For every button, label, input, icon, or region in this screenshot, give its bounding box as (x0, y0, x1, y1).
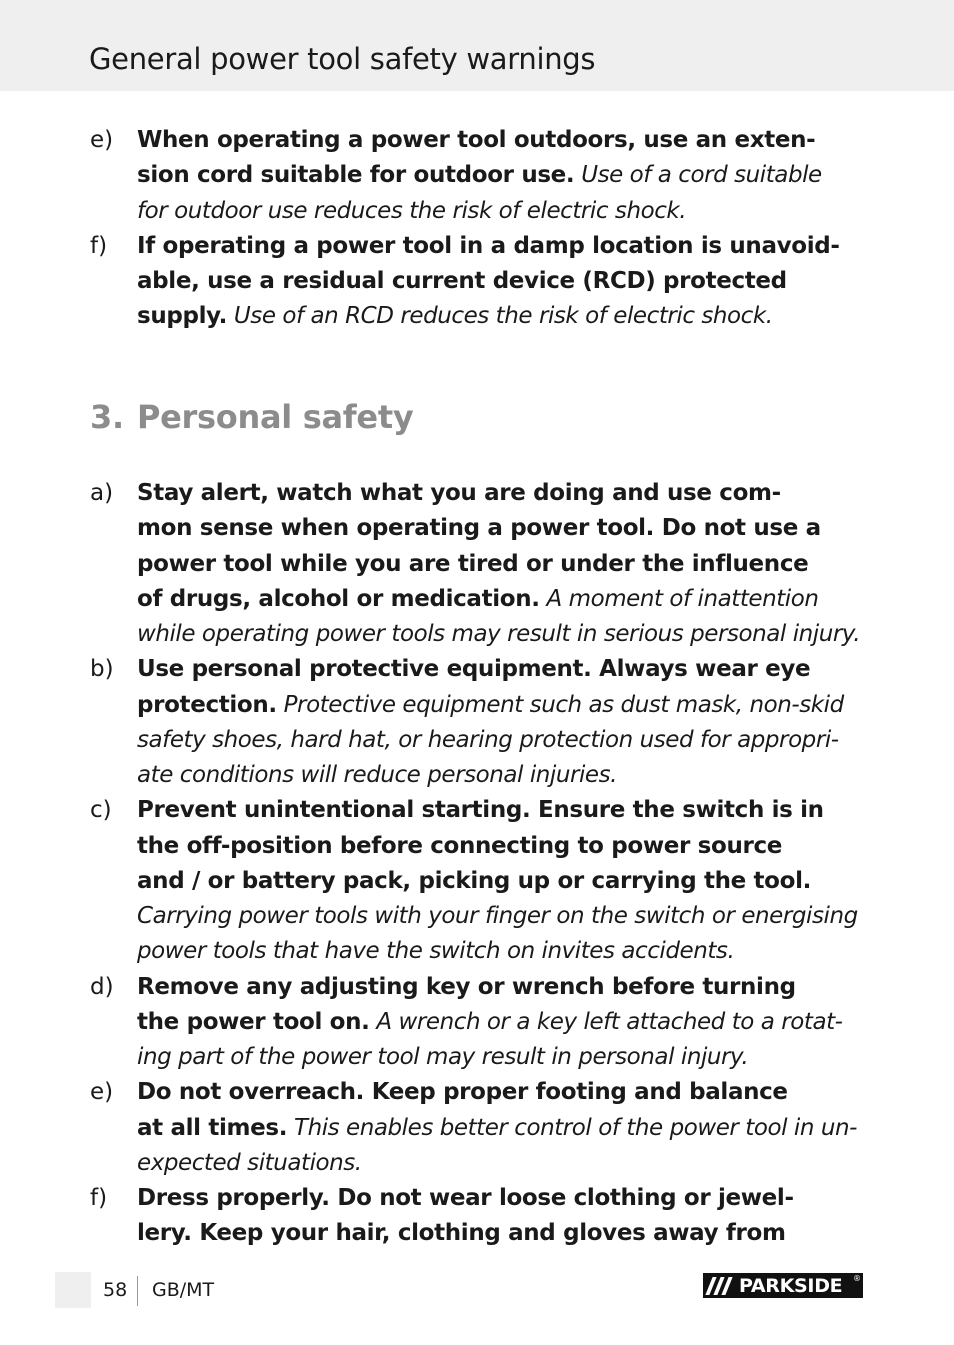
text-line (137, 547, 865, 582)
italic-text: Use of an RCD reduces the risk of electric shock. (227, 303, 773, 330)
item-text (137, 229, 865, 335)
bold-text: supply. (137, 303, 228, 330)
text-line (137, 476, 865, 511)
bold-text: the off-position before connecting to power source (137, 832, 782, 859)
logo-slashes-icon (709, 1277, 733, 1295)
text-line (137, 617, 865, 652)
page-title: General power tool safety warnings (89, 42, 596, 76)
italic-text: Use of a cord suitable (574, 162, 822, 189)
logo-text: PARKSIDE (739, 1274, 843, 1297)
italic-text: ate conditions will reduce personal injuries. (137, 762, 618, 789)
bold-text: the power tool on. (137, 1008, 370, 1035)
italic-text: This enables better control of the power tool in un- (287, 1114, 857, 1141)
item-text (137, 476, 865, 652)
text-line (137, 934, 865, 969)
bold-text: sion cord suitable for outdoor use. (137, 162, 575, 189)
bold-text: When operating a power tool outdoors, use an exten- (137, 127, 816, 153)
text-line (137, 1216, 865, 1251)
text-line (137, 1146, 865, 1181)
page-number: 58 (103, 1279, 128, 1301)
section-title: Personal safety (137, 398, 414, 436)
text-line (137, 652, 865, 687)
text-line (137, 829, 865, 864)
text-line (137, 264, 865, 299)
text-line (137, 582, 865, 617)
bold-text: protection. (137, 691, 277, 718)
bold-text: at all times. (137, 1114, 288, 1141)
bold-text: mon sense when operating a power tool. Do not use a (137, 515, 821, 542)
bold-text: Remove any adjusting key or wrench before turning (137, 973, 796, 1000)
italic-text: Carrying power tools with your finger on the switch or energising (137, 903, 858, 930)
italic-text: while operating power tools may result in serious personal injury. (137, 621, 861, 648)
item-marker: f) (90, 232, 108, 259)
bold-text: and / or battery pack, picking up or carrying the tool. (137, 867, 812, 894)
text-line (137, 1111, 865, 1146)
italic-text: A moment of inattention (539, 585, 819, 612)
text-line (137, 688, 865, 723)
item-marker: d) (90, 973, 114, 1000)
page-header (0, 0, 954, 91)
text-line (137, 723, 865, 758)
item-text (137, 652, 865, 793)
italic-text: expected situations. (137, 1149, 362, 1176)
bold-text: Stay alert, watch what you are doing and use com- (137, 480, 781, 506)
italic-text: for outdoor use reduces the risk of electric shock. (137, 197, 687, 224)
item-marker: e) (90, 1079, 114, 1106)
italic-text: A wrench or a key left attached to a rotat- (369, 1008, 843, 1035)
footer-tab (55, 1272, 91, 1308)
text-line (137, 299, 865, 334)
bold-text: Prevent unintentional starting. Ensure the switch is in (137, 797, 824, 824)
item-marker: c) (90, 797, 112, 824)
text-line (137, 864, 865, 899)
italic-text: safety shoes, hard hat, or hearing protection used for appropri- (137, 726, 839, 753)
item-text (137, 793, 865, 969)
section-number: 3. (90, 398, 124, 436)
bold-text: able, use a residual current device (RCD) protected (137, 268, 787, 295)
item-text (137, 1075, 865, 1181)
item-marker: f) (90, 1185, 108, 1211)
bold-text: of drugs, alcohol or medication. (137, 585, 540, 612)
parkside-logo (703, 1273, 863, 1298)
text-line (137, 511, 865, 546)
text-line (137, 970, 865, 1005)
registered-mark-icon: ® (853, 1274, 861, 1283)
text-line (137, 1040, 865, 1075)
text-line (137, 158, 865, 193)
text-line (137, 1075, 865, 1110)
text-line (137, 1005, 865, 1040)
bold-text: power tool while you are tired or under the influence (137, 550, 809, 577)
bold-text: Use personal protective equipment. Always wear eye (137, 656, 811, 683)
bold-text: Dress properly. Do not wear loose clothing or jewel- (137, 1185, 794, 1211)
text-line (137, 229, 865, 264)
footer-locale: GB/MT (152, 1279, 215, 1301)
italic-text: power tools that have the switch on invites accidents. (137, 938, 735, 965)
text-line (137, 899, 865, 934)
item-marker: a) (90, 480, 114, 506)
bold-text: If operating a power tool in a damp location is unavoid- (137, 232, 840, 259)
text-line (137, 194, 865, 229)
item-marker: b) (90, 656, 114, 683)
item-marker: e) (90, 127, 114, 153)
text-line (137, 758, 865, 793)
item-text (137, 970, 865, 1076)
italic-text: ing part of the power tool may result in personal injury. (137, 1044, 749, 1071)
italic-text: Protective equipment such as dust mask, non-skid (276, 691, 844, 718)
section-heading (90, 398, 413, 436)
item-text (137, 1181, 865, 1252)
item-text (137, 123, 865, 229)
bold-text: lery. Keep your hair, clothing and gloves away from (137, 1220, 786, 1247)
footer-divider (137, 1276, 138, 1306)
text-line (137, 123, 865, 158)
bold-text: Do not overreach. Keep proper footing and balance (137, 1079, 788, 1106)
text-line (137, 793, 865, 828)
text-line (137, 1181, 865, 1216)
